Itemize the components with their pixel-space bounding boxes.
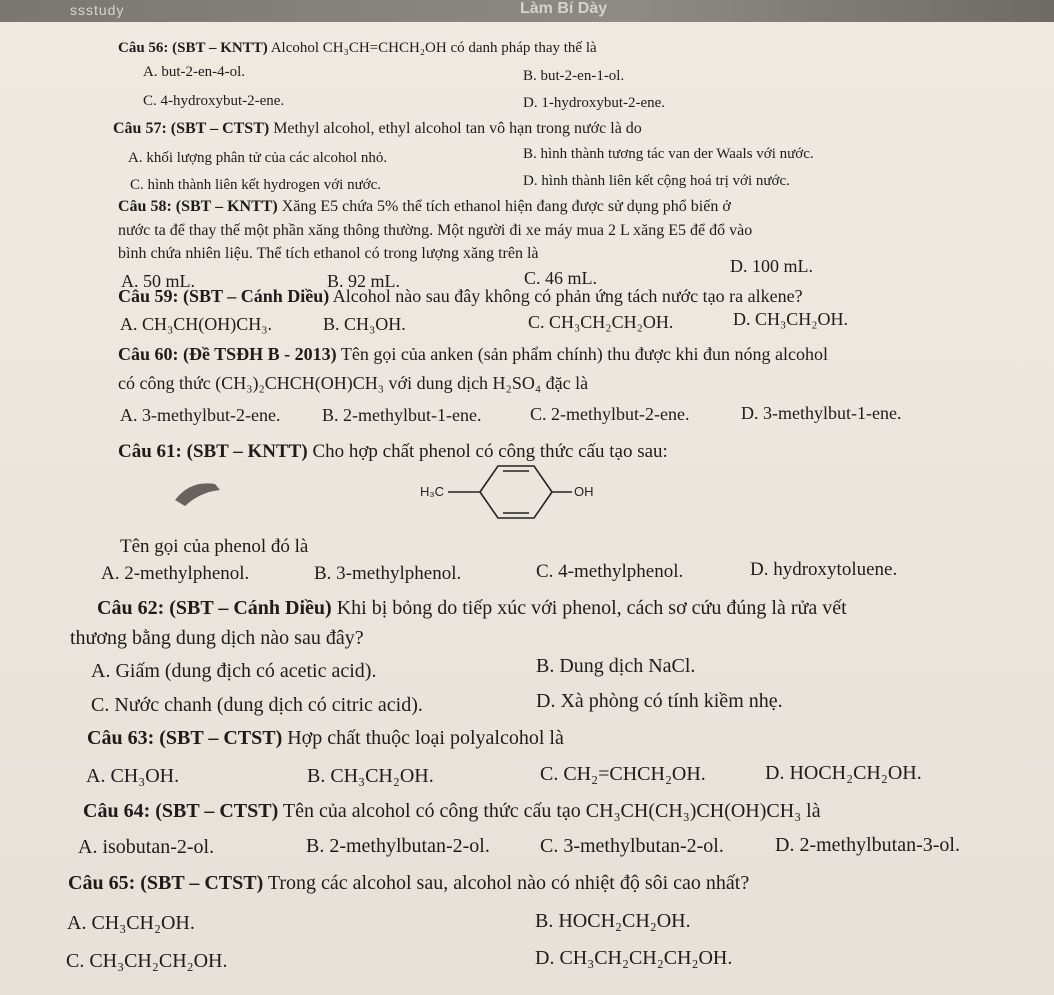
option-b: B. CH₃CH₂OH. [307,765,434,787]
option-b: B. but-2-en-1-ol. [523,68,625,84]
question-65 [68,872,749,895]
option-b: B. 2-methylbut-1-ene. [322,405,482,425]
option-b: B. 2-methylbutan-2-ol. [306,835,490,857]
question-title: Câu 59: (SBT – Cánh Diều) [118,286,330,306]
option-c: C. 4-hydroxybut-2-ene. [143,93,285,109]
question-stem: Khi bị bỏng do tiếp xúc với phenol, cách sơ cứu đúng là rửa vết [331,597,847,619]
option-d: D. CH₃CH₂OH. [733,309,849,329]
option-a: A. isobutan-2-ol. [78,836,215,858]
option-d: D. hình thành liên kết cộng hoá trị với nước. [523,173,790,189]
option-d: D. 1-hydroxybut-2-ene. [523,95,666,111]
question-title: Câu 58: (SBT – KNTT) [118,198,278,215]
option-c: C. 2-methylbut-2-ene. [530,404,690,424]
option-a: A. CH₃CH₂OH. [67,912,195,934]
option-a: A. 2-methylphenol. [101,563,250,584]
question-64 [83,800,821,823]
question-stem: Tên gọi của anken (sản phẩm chính) thu được khi đun nóng alcohol [336,344,828,364]
question-title: Câu 62: (SBT – Cánh Diều) [97,597,332,619]
question-stem-line-2: có công thức (CH₃)₂CHCH(OH)CH₃ với dung dịch H₂SO₄ đặc là [118,373,589,393]
question-title: Câu 64: (SBT – CTST) [83,800,279,822]
question-title: Câu 60: (Đề TSĐH B - 2013) [118,344,337,364]
question-stem: Hợp chất thuộc loại polyalcohol là [282,727,564,749]
option-d: D. Xà phòng có tính kiềm nhẹ. [536,690,783,712]
question-title: Câu 63: (SBT – CTST) [87,727,283,749]
option-d: D. 100 mL. [730,256,813,276]
logo-watermark: Làm Bí Dày [520,0,608,17]
question-stem: Xăng E5 chứa 5% thể tích ethanol hiện đang được sử dụng phổ biến ở [277,198,731,215]
option-a: A. khối lượng phân tử của các alcohol nhỏ. [128,150,388,166]
option-a: A. CH₃OH. [86,765,180,787]
option-c: C. Nước chanh (dung dịch có citric acid). [91,694,423,716]
question-62 [97,597,847,620]
option-a: A. but-2-en-4-ol. [143,64,246,80]
option-a: A. Giấm (dung địch có acetic acid). [91,660,377,682]
option-b: B. 92 mL. [327,271,401,291]
option-d: D. 2-methylbutan-3-ol. [775,834,960,856]
question-56 [118,40,597,57]
question-58 [118,198,731,216]
option-d: D. HOCH₂CH₂OH. [765,762,922,784]
option-d: D. hydroxytoluene. [750,559,898,580]
top-banner [0,0,1054,22]
methyl-group-label: H₃C [420,484,445,499]
ink-mark-icon [170,470,230,510]
option-c: C. hình thành liên kết hydrogen với nước. [130,177,382,193]
option-b: B. hình thành tương tác van der Waals với nước. [523,146,814,162]
option-b: B. 3-methylphenol. [314,563,462,584]
option-a: A. 3-methylbut-2-ene. [120,405,281,425]
option-b: B. HOCH₂CH₂OH. [535,910,691,932]
question-stem: Trong các alcohol sau, alcohol nào có nhiệt độ sôi cao nhất? [263,872,750,894]
option-b: B. CH₃OH. [323,314,406,334]
question-57 [113,120,642,138]
hydroxyl-group-label: OH [574,484,594,499]
question-title: Câu 61: (SBT – KNTT) [118,441,308,462]
question-stem: Alcohol nào sau đây không có phản ứng tách nước tạo ra alkene? [329,286,803,306]
question-stem: Tên của alcohol có công thức cấu tạo CH₃CH(CH₃)CH(OH)CH₃ là [278,800,821,822]
question-stem-line-2: thương bằng dung dịch nào sau đây? [70,627,364,649]
brand-watermark: ssstudy [70,2,125,18]
option-c: C. 3-methylbutan-2-ol. [540,835,724,857]
question-stem: Alcohol CH₃CH=CHCH₂OH có danh pháp thay thế là [267,40,597,56]
phenol-structure-diagram [410,460,610,520]
option-c: C. 4-methylphenol. [536,561,684,582]
question-59 [118,286,803,307]
option-d: D. 3-methylbut-1-ene. [741,403,902,423]
option-b: B. Dung dịch NaCl. [536,655,696,677]
question-63 [87,727,564,750]
option-c: C. CH₂=CHCH₂OH. [540,763,706,785]
question-title: Câu 65: (SBT – CTST) [68,872,264,894]
option-c: C. CH₃CH₂CH₂OH. [528,312,674,332]
question-stem-line-2: nước ta để thay thế một phần xăng thông thường. Một người đi xe máy mua 2 L xăng E5 để đổ vào [118,222,753,239]
option-c: C. CH₃CH₂CH₂OH. [66,950,228,972]
option-a: A. 50 mL. [121,271,195,291]
option-d: D. CH₃CH₂CH₂CH₂OH. [535,947,733,969]
question-60 [118,344,828,365]
question-stem-line-2: Tên gọi của phenol đó là [120,536,309,557]
question-stem: Methyl alcohol, ethyl alcohol tan vô hạn trong nước là do [269,120,642,137]
option-a: A. CH₃CH(OH)CH₃. [120,314,273,334]
question-stem-line-3: bình chứa nhiên liệu. Thể tích ethanol có trong lượng xăng trên là [118,245,539,262]
question-stem: Cho hợp chất phenol có công thức cấu tạo sau: [307,441,668,462]
option-c: C. 46 mL. [524,268,598,288]
question-title: Câu 56: (SBT – KNTT) [118,40,268,56]
question-title: Câu 57: (SBT – CTST) [113,120,270,137]
